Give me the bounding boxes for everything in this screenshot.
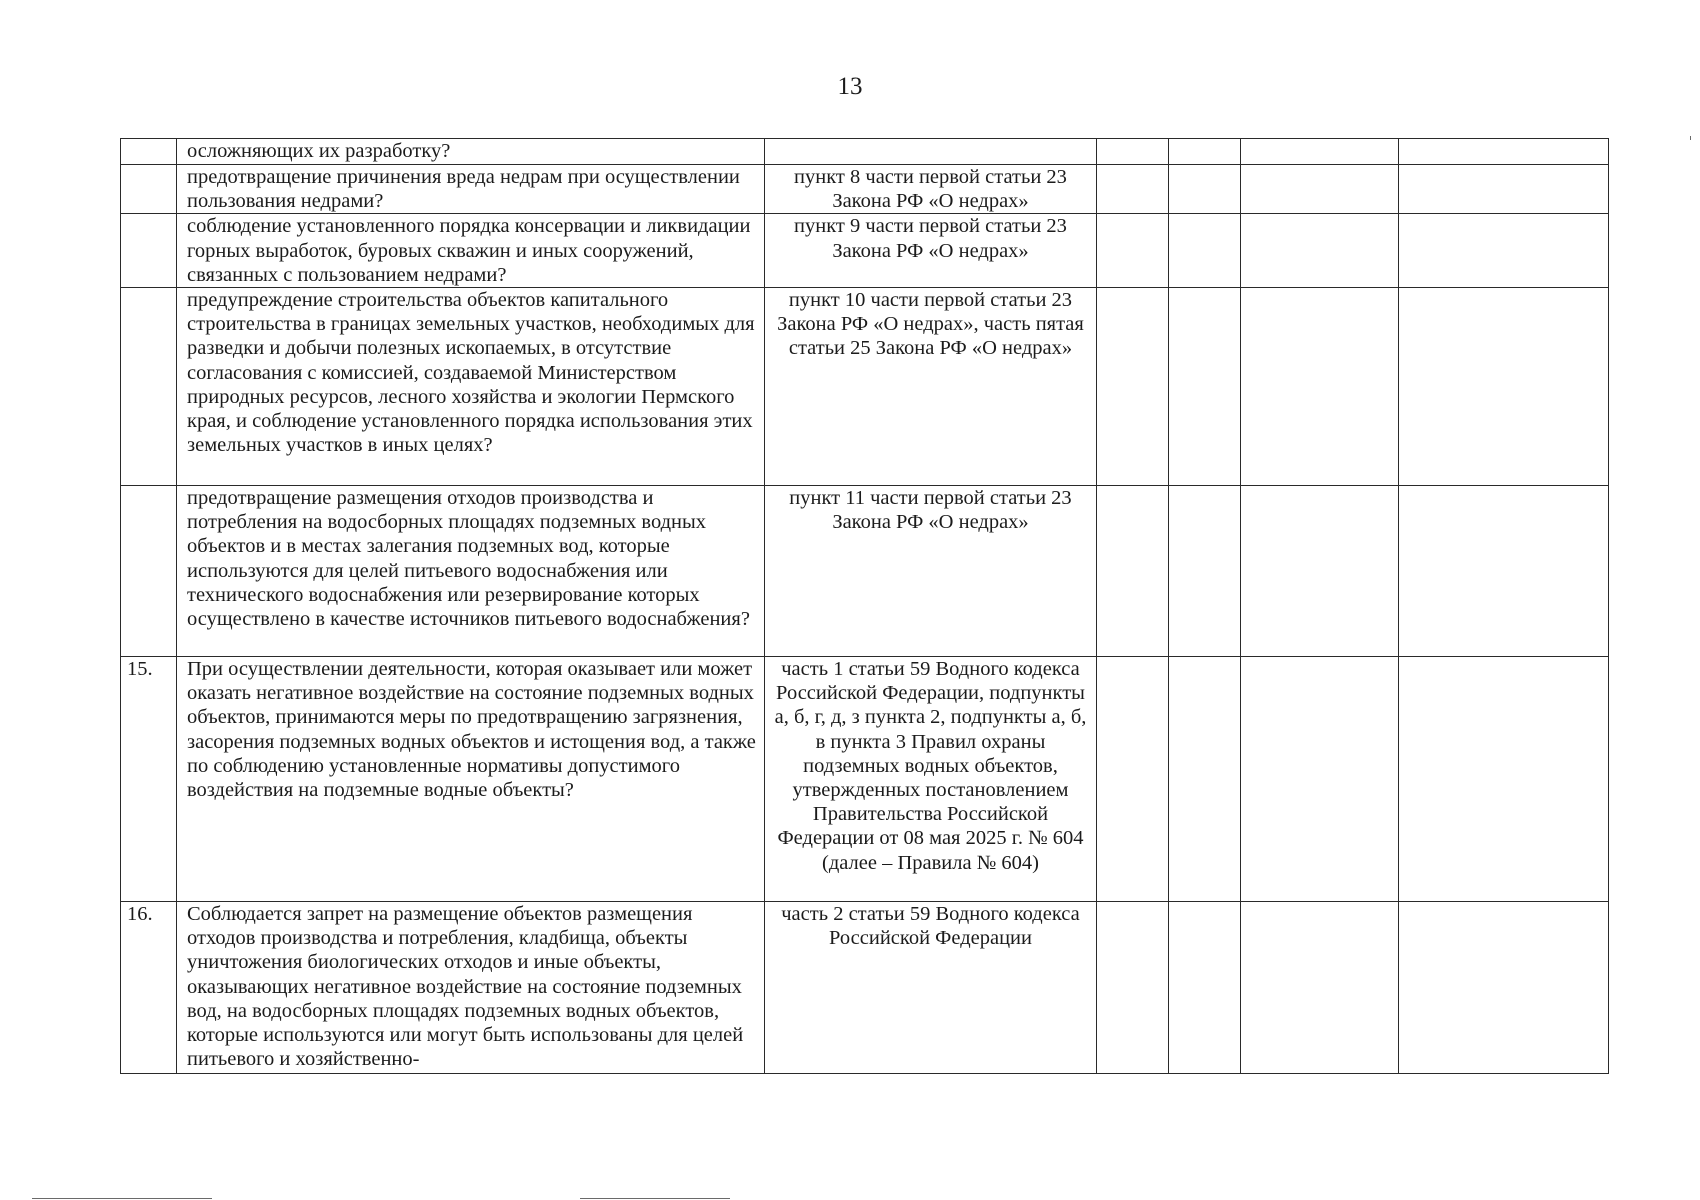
note-cell: [1399, 139, 1609, 165]
scan-edge-mark: [580, 1198, 730, 1199]
row-number: [121, 486, 177, 657]
note-cell: [1399, 486, 1609, 657]
question-cell: Соблюдается запрет на размещение объектов размещения отходов производства и потребления, кладбища, объекты уничтожения биологических отходов и иные объекты, оказывающих негативное воздействие на состояние подземных вод, на водосборных площадях подземных водных объектов, которые используются или могут быть использованы для целей питьевого и хозяйственно-: [177, 902, 765, 1074]
legal-basis-cell: пункт 10 части первой статьи 23 Закона РФ «О недрах», часть пятая статьи 25 Закона РФ «О недрах»: [765, 288, 1097, 486]
answer-yes-cell: [1097, 214, 1169, 288]
legal-basis-cell: часть 1 статьи 59 Водного кодекса Российской Федерации, подпункты а, б, г, д, з пункта 2, подпункты а, б, в пункта 3 Правил охраны подземных водных объектов, утвержденных постановлением Правительства Российской Федерации от 08 мая 2025 г. № 604 (далее – Правила № 604): [765, 657, 1097, 902]
question-cell: предупреждение строительства объектов капитального строительства в границах земельных участков, необходимых для разведки и добычи полезных ископаемых, в отсутствие согласования с комиссией, создаваемой Министерством природных ресурсов, лесного хозяйства и экологии Пермского края, и соблюдение установленного порядка использования этих земельных участков в иных целях?: [177, 288, 765, 486]
legal-basis-cell: [765, 139, 1097, 165]
answer-not-applicable-cell: [1241, 657, 1399, 902]
answer-no-cell: [1169, 657, 1241, 902]
note-cell: [1399, 165, 1609, 214]
answer-not-applicable-cell: [1241, 139, 1399, 165]
table-row: [121, 486, 1609, 657]
answer-not-applicable-cell: [1241, 214, 1399, 288]
answer-no-cell: [1169, 288, 1241, 486]
scan-edge-mark: [1690, 136, 1691, 140]
scan-edge-mark: [32, 1198, 212, 1199]
answer-yes-cell: [1097, 165, 1169, 214]
answer-not-applicable-cell: [1241, 165, 1399, 214]
question-cell: предотвращение размещения отходов производства и потребления на водосборных площадях подземных водных объектов и в местах залегания подземных вод, которые используются для целей питьевого водоснабжения или технического водоснабжения или резервирование которых осуществлено в качестве источников питьевого водоснабжения?: [177, 486, 765, 657]
row-number: [121, 165, 177, 214]
question-cell: предотвращение причинения вреда недрам при осуществлении пользования недрами?: [177, 165, 765, 214]
answer-no-cell: [1169, 214, 1241, 288]
legal-basis-cell: часть 2 статьи 59 Водного кодекса Российской Федерации: [765, 902, 1097, 1074]
table-row: [121, 657, 1609, 902]
table-row: [121, 139, 1609, 165]
legal-basis-cell: пункт 11 части первой статьи 23 Закона РФ «О недрах»: [765, 486, 1097, 657]
table-row: [121, 288, 1609, 486]
answer-yes-cell: [1097, 657, 1169, 902]
answer-no-cell: [1169, 486, 1241, 657]
checklist-table: [120, 138, 1609, 1074]
answer-yes-cell: [1097, 486, 1169, 657]
question-cell: При осуществлении деятельности, которая оказывает или может оказать негативное воздействие на состояние подземных водных объектов, принимаются меры по предотвращению загрязнения, засорения подземных водных объектов и истощения вод, а также по соблюдению установленные нормативы допустимого воздействия на подземные водные объекты?: [177, 657, 765, 902]
answer-no-cell: [1169, 902, 1241, 1074]
row-number: [121, 139, 177, 165]
legal-basis-cell: пункт 9 части первой статьи 23 Закона РФ «О недрах»: [765, 214, 1097, 288]
answer-yes-cell: [1097, 139, 1169, 165]
answer-no-cell: [1169, 165, 1241, 214]
row-number: 16.: [121, 902, 177, 1074]
answer-not-applicable-cell: [1241, 288, 1399, 486]
legal-basis-cell: пункт 8 части первой статьи 23 Закона РФ «О недрах»: [765, 165, 1097, 214]
row-number: 15.: [121, 657, 177, 902]
question-cell: соблюдение установленного порядка консервации и ликвидации горных выработок, буровых скважин и иных сооружений, связанных с пользованием недрами?: [177, 214, 765, 288]
answer-not-applicable-cell: [1241, 486, 1399, 657]
note-cell: [1399, 657, 1609, 902]
answer-yes-cell: [1097, 288, 1169, 486]
answer-not-applicable-cell: [1241, 902, 1399, 1074]
table-row: [121, 902, 1609, 1074]
table-row: [121, 214, 1609, 288]
page-number: 13: [837, 73, 863, 100]
note-cell: [1399, 214, 1609, 288]
note-cell: [1399, 902, 1609, 1074]
answer-yes-cell: [1097, 902, 1169, 1074]
answer-no-cell: [1169, 139, 1241, 165]
table-row: [121, 165, 1609, 214]
question-cell: осложняющих их разработку?: [177, 139, 765, 165]
row-number: [121, 214, 177, 288]
note-cell: [1399, 288, 1609, 486]
row-number: [121, 288, 177, 486]
